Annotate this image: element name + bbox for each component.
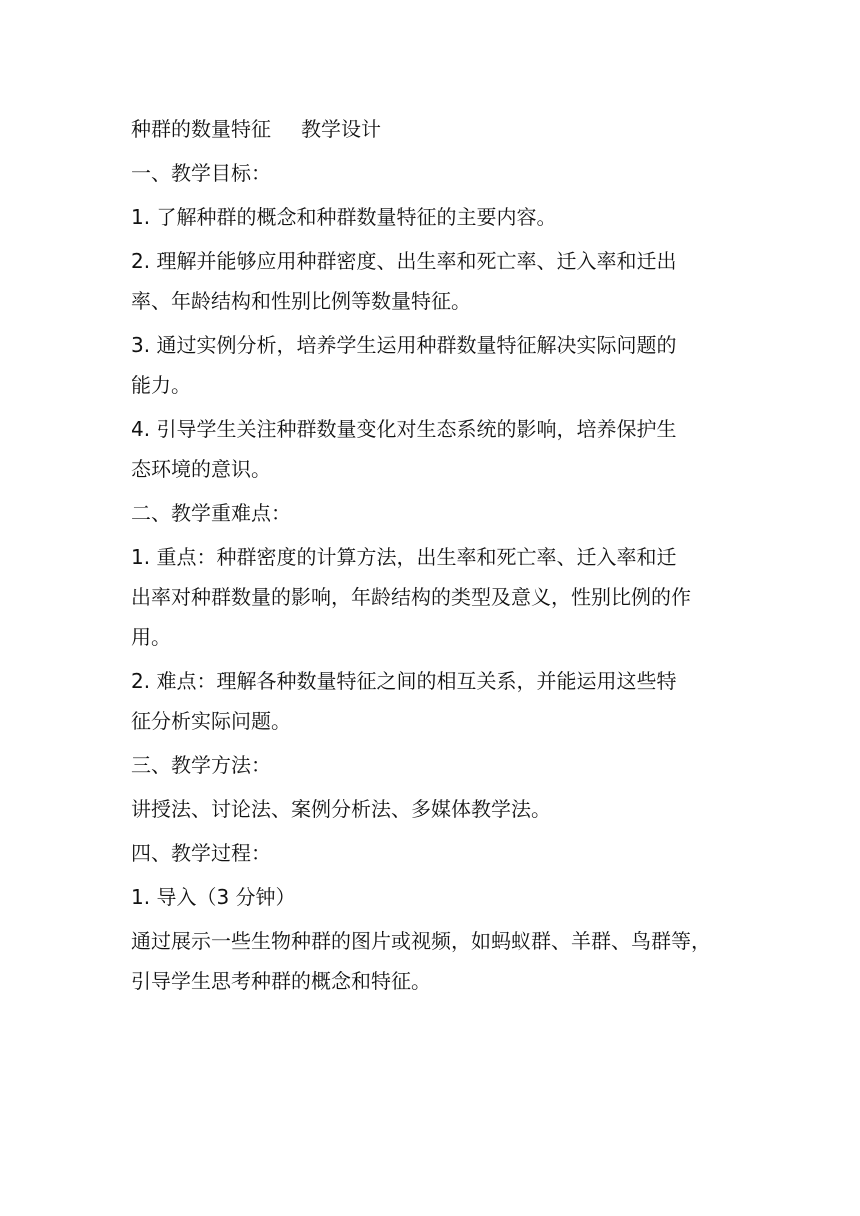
paragraph-line: 出率对种群数量的影响，年龄结构的类型及意义，性别比例的作 — [131, 585, 691, 609]
document-title: 种群的数量特征 — [131, 117, 271, 141]
paragraph-line: 讲授法、讨论法、案例分析法、多媒体教学法。 — [131, 797, 551, 821]
paragraph-line: 征分析实际问题。 — [131, 709, 291, 733]
paragraph-line: 四、教学过程： — [131, 841, 271, 865]
paragraph — [131, 922, 731, 1000]
paragraph — [131, 790, 731, 828]
document-paragraphs — [131, 154, 731, 1000]
document-title-line — [131, 110, 731, 148]
paragraph-line: 一、教学目标： — [131, 161, 271, 185]
paragraph-line: 率、年龄结构和性别比例等数量特征。 — [131, 289, 471, 313]
document-subtitle: 教学设计 — [301, 117, 381, 141]
paragraph — [131, 746, 731, 784]
paragraph-line: 2. 难点：理解各种数量特征之间的相互关系，并能运用这些特 — [131, 669, 677, 693]
paragraph-line: 态环境的意识。 — [131, 457, 271, 481]
paragraph-line: 用。 — [131, 625, 171, 649]
paragraph-line: 三、教学方法： — [131, 753, 271, 777]
paragraph — [131, 538, 731, 656]
paragraph-line: 能力。 — [131, 373, 191, 397]
paragraph-line: 1. 导入（3 分钟） — [131, 885, 296, 909]
paragraph — [131, 154, 731, 192]
paragraph-line: 二、教学重难点： — [131, 501, 291, 525]
paragraph — [131, 878, 731, 916]
paragraph-line: 4. 引导学生关注种群数量变化对生态系统的影响，培养保护生 — [131, 417, 677, 441]
paragraph-line: 3. 通过实例分析，培养学生运用种群数量特征解决实际问题的 — [131, 333, 677, 357]
paragraph-line: 1. 重点：种群密度的计算方法，出生率和死亡率、迁入率和迁 — [131, 545, 677, 569]
paragraph-line: 通过展示一些生物种群的图片或视频，如蚂蚁群、羊群、鸟群等， — [131, 929, 711, 953]
paragraph-line: 2. 理解并能够应用种群密度、出生率和死亡率、迁入率和迁出 — [131, 249, 677, 273]
paragraph — [131, 326, 731, 404]
paragraph-line: 1. 了解种群的概念和种群数量特征的主要内容。 — [131, 205, 557, 229]
document-body — [131, 110, 731, 1006]
paragraph — [131, 662, 731, 740]
paragraph — [131, 410, 731, 488]
paragraph — [131, 242, 731, 320]
paragraph — [131, 834, 731, 872]
paragraph-line: 引导学生思考种群的概念和特征。 — [131, 969, 431, 993]
paragraph — [131, 494, 731, 532]
paragraph — [131, 198, 731, 236]
